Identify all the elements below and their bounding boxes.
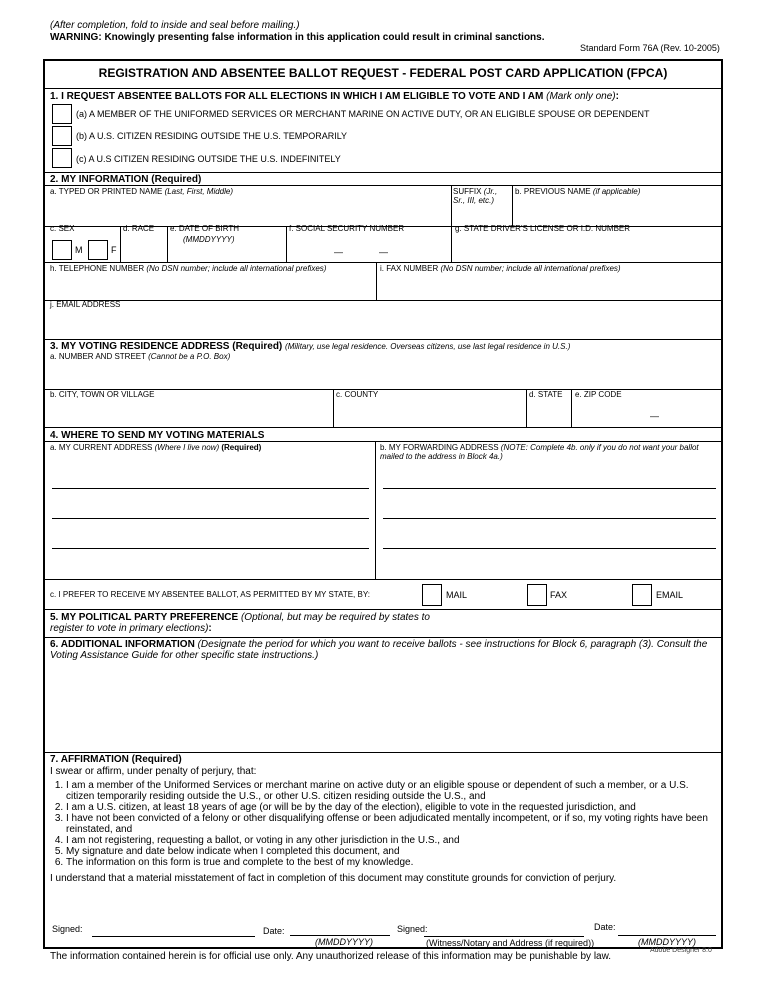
ssn-dash-2: — (379, 247, 388, 257)
applicant-date-line[interactable] (290, 935, 390, 936)
s6-note: (Designate the period for which you want to receive ballots - see instructions for Block 6, paragraph (3). Consult the Voting Assistance Guide for other specific state instructions.) (50, 639, 708, 661)
s2-e-note: (MMDDYYYY) (183, 235, 235, 244)
fold-note: (After completion, fold to inside and seal before mailing.) (50, 20, 300, 31)
forwarding-address-line-2[interactable] (383, 518, 716, 519)
warning-text: WARNING: Knowingly presenting false information in this application could result in criminal sanctions. (50, 32, 545, 43)
s1-heading-row: 1. I REQUEST ABSENTEE BALLOTS FOR ALL ELECTIONS IN WHICH I AM ELIGIBLE TO VOTE AND I AM (Mark only one): (50, 91, 619, 102)
footer-notice: The information contained herein is for official use only. Any unauthorized release of this information may be punishable by law. (50, 951, 612, 962)
forwarding-address-line-3[interactable] (383, 548, 716, 549)
sex-m-label: M (75, 245, 83, 255)
s4-b-note: (NOTE: Complete 4b. only if you do not want your ballot mailed to the address in Block 4a.) (380, 443, 699, 461)
mmdd-note-2: (MMDDYYYY) (638, 937, 696, 947)
s2-b-label-row (515, 187, 640, 196)
s4-a-required: (Required) (221, 443, 262, 452)
s5-heading: 5. MY POLITICAL PARTY PREFERENCE (50, 612, 239, 623)
s2-i-note: (No DSN number; include all international prefixes) (440, 264, 621, 273)
affirmation-item: 4. I am not registering, requesting a ballot, or voting in any other jurisdiction in the U.S., and (66, 835, 716, 846)
s2-g-label: g. STATE DRIVER'S LICENSE OR I.D. NUMBER (455, 224, 631, 233)
sex-f-label: F (111, 245, 117, 255)
affirmation-list (50, 780, 716, 868)
s2-heading: 2. MY INFORMATION (Required) (50, 174, 202, 185)
forwarding-address-line-1[interactable] (383, 488, 716, 489)
s1-checkbox-c[interactable] (52, 148, 72, 168)
s2-i-label: i. FAX NUMBER (380, 264, 439, 273)
s2-h-note: (No DSN number; include all international prefixes) (146, 264, 327, 273)
s7-understand: I understand that a material misstatement of fact in completion of this document may constitute grounds for conviction of perjury. (50, 873, 617, 884)
s2-d-label: d. RACE (123, 224, 155, 233)
s1-option-c: (c) A U.S CITIZEN RESIDING OUTSIDE THE U.S. INDEFINITELY (76, 154, 341, 164)
s2-e-label: e. DATE OF BIRTH (170, 224, 240, 233)
current-address-line-1[interactable] (52, 488, 369, 489)
signed-label-1: Signed: (52, 924, 83, 934)
s7-heading: 7. AFFIRMATION (Required) (50, 754, 182, 765)
s4-b-label: b. MY FORWARDING ADDRESS (380, 443, 499, 452)
mmdd-note-1: (MMDDYYYY) (315, 937, 373, 947)
form-number: Standard Form 76A (Rev. 10-2005) (580, 43, 720, 53)
form-title: REGISTRATION AND ABSENTEE BALLOT REQUEST - FEDERAL POST CARD APPLICATION (FPCA) (98, 66, 668, 80)
deliver-mail-label: MAIL (446, 590, 468, 600)
s6-heading-row (50, 639, 710, 661)
s3-heading-row (50, 341, 570, 352)
s2-suffix-label: SUFFIX (453, 187, 482, 196)
s2-f-label: f. SOCIAL SECURITY NUMBER (289, 224, 405, 233)
s2-b-note: (if applicable) (592, 187, 641, 196)
s3-a-note: (Cannot be a P.O. Box) (148, 352, 231, 361)
applicant-signature-line[interactable] (92, 936, 255, 937)
date-label-2: Date: (594, 922, 616, 932)
s2-suffix-note: (Jr., Sr., III, etc.) (453, 187, 498, 205)
affirmation-item: 6. The information on this form is true and complete to the best of my knowledge. (66, 857, 716, 868)
s2-a-label-row (50, 187, 233, 196)
s1-option-b: (b) A U.S. CITIZEN RESIDING OUTSIDE THE U.S. TEMPORARILY (76, 131, 348, 141)
witness-date-line[interactable] (618, 935, 716, 936)
s2-c-label: c. SEX (50, 224, 75, 233)
s6-heading: 6. ADDITIONAL INFORMATION (50, 639, 195, 650)
s2-a-label: a. TYPED OR PRINTED NAME (50, 187, 163, 196)
current-address-line-2[interactable] (52, 518, 369, 519)
witness-signature-line[interactable] (424, 936, 584, 937)
deliver-fax-label: FAX (550, 590, 568, 600)
s2-a-note: (Last, First, Middle) (164, 187, 234, 196)
affirmation-item: 1. I am a member of the Uniformed Services or merchant marine on active duty or an eligible spouse or dependent of such a member, or a U.S. citizen temporarily residing outside the U.S., or other U.S. citizen residing outside the U.S., and (66, 780, 716, 802)
designer-note: Adobe Designer 8.0 (650, 947, 712, 954)
s3-c-label: c. COUNTY (336, 390, 379, 399)
affirmation-item: 2. I am a U.S. citizen, at least 18 years of age (or will be by the day of the election), eligible to vote in the requested jurisdiction, and (66, 802, 716, 813)
deliver-mail-checkbox[interactable] (422, 584, 442, 606)
s6-additional-info-field[interactable] (48, 665, 718, 750)
s4-c-label: c. I PREFER TO RECEIVE MY ABSENTEE BALLOT, AS PERMITTED BY MY STATE, BY: (50, 590, 370, 599)
s1-heading: 1. I REQUEST ABSENTEE BALLOTS FOR ALL ELECTIONS IN WHICH I AM ELIGIBLE TO VOTE AND I AM (50, 91, 544, 102)
s3-note: (Military, use legal residence. Overseas citizens, use last legal residence in U.S.) (285, 342, 571, 351)
deliver-email-label: EMAIL (656, 590, 684, 600)
deliver-fax-checkbox[interactable] (527, 584, 547, 606)
s3-heading: 3. MY VOTING RESIDENCE ADDRESS (Required) (50, 341, 283, 352)
sex-m-checkbox[interactable] (52, 240, 72, 260)
s3-b-label: b. CITY, TOWN OR VILLAGE (50, 390, 155, 399)
s2-j-label: j. EMAIL ADDRESS (50, 300, 121, 309)
s4-heading: 4. WHERE TO SEND MY VOTING MATERIALS (50, 430, 265, 441)
s4-a-note: (Where I live now) (154, 443, 220, 452)
s3-a-label-row (50, 352, 230, 361)
s2-name-field[interactable] (48, 198, 448, 224)
s2-previous-name-field[interactable] (515, 198, 719, 224)
s1-note: (Mark only one) (546, 91, 616, 102)
s5-heading-row (50, 612, 450, 634)
s3-a-label: a. NUMBER AND STREET (50, 352, 146, 361)
s2-h-label: h. TELEPHONE NUMBER (50, 264, 145, 273)
s1-checkbox-a[interactable] (52, 104, 72, 124)
sex-f-checkbox[interactable] (88, 240, 108, 260)
witness-note: (Witness/Notary and Address (if required)) (426, 938, 595, 948)
s2-suffix-label-row (453, 187, 511, 205)
s5-colon: : (208, 623, 212, 634)
s3-d-label: d. STATE (529, 390, 563, 399)
s4-a-label: a. MY CURRENT ADDRESS (50, 443, 153, 452)
s3-e-label: e. ZIP CODE (575, 390, 622, 399)
s2-b-label: b. PREVIOUS NAME (515, 187, 591, 196)
s1-option-a: (a) A MEMBER OF THE UNIFORMED SERVICES OR MERCHANT MARINE ON ACTIVE DUTY, OR AN ELIGIBLE SPOUSE OR DEPENDENT (76, 109, 650, 119)
affirmation-item: 3. I have not been convicted of a felony or other disqualifying offense or been adjudicated mentally incompetent, or if so, my voting rights have been reinstated, and (66, 813, 716, 835)
s5-note: (Optional, but may be required by states to register to vote in primary elections) (50, 612, 430, 634)
date-label-1: Date: (263, 926, 285, 936)
affirmation-item: 5. My signature and date below indicate when I completed this document, and (66, 846, 716, 857)
s2-i-label-row (380, 264, 621, 273)
s2-h-label-row (50, 264, 326, 273)
s4-b-label-row (380, 443, 720, 461)
deliver-email-checkbox[interactable] (632, 584, 652, 606)
zip-dash: — (650, 411, 659, 421)
s1-checkbox-b[interactable] (52, 126, 72, 146)
current-address-line-3[interactable] (52, 548, 369, 549)
s7-intro: I swear or affirm, under penalty of perjury, that: (50, 766, 257, 777)
signed-label-2: Signed: (397, 924, 428, 934)
ssn-dash-1: — (334, 247, 343, 257)
s4-a-label-row (50, 443, 261, 452)
